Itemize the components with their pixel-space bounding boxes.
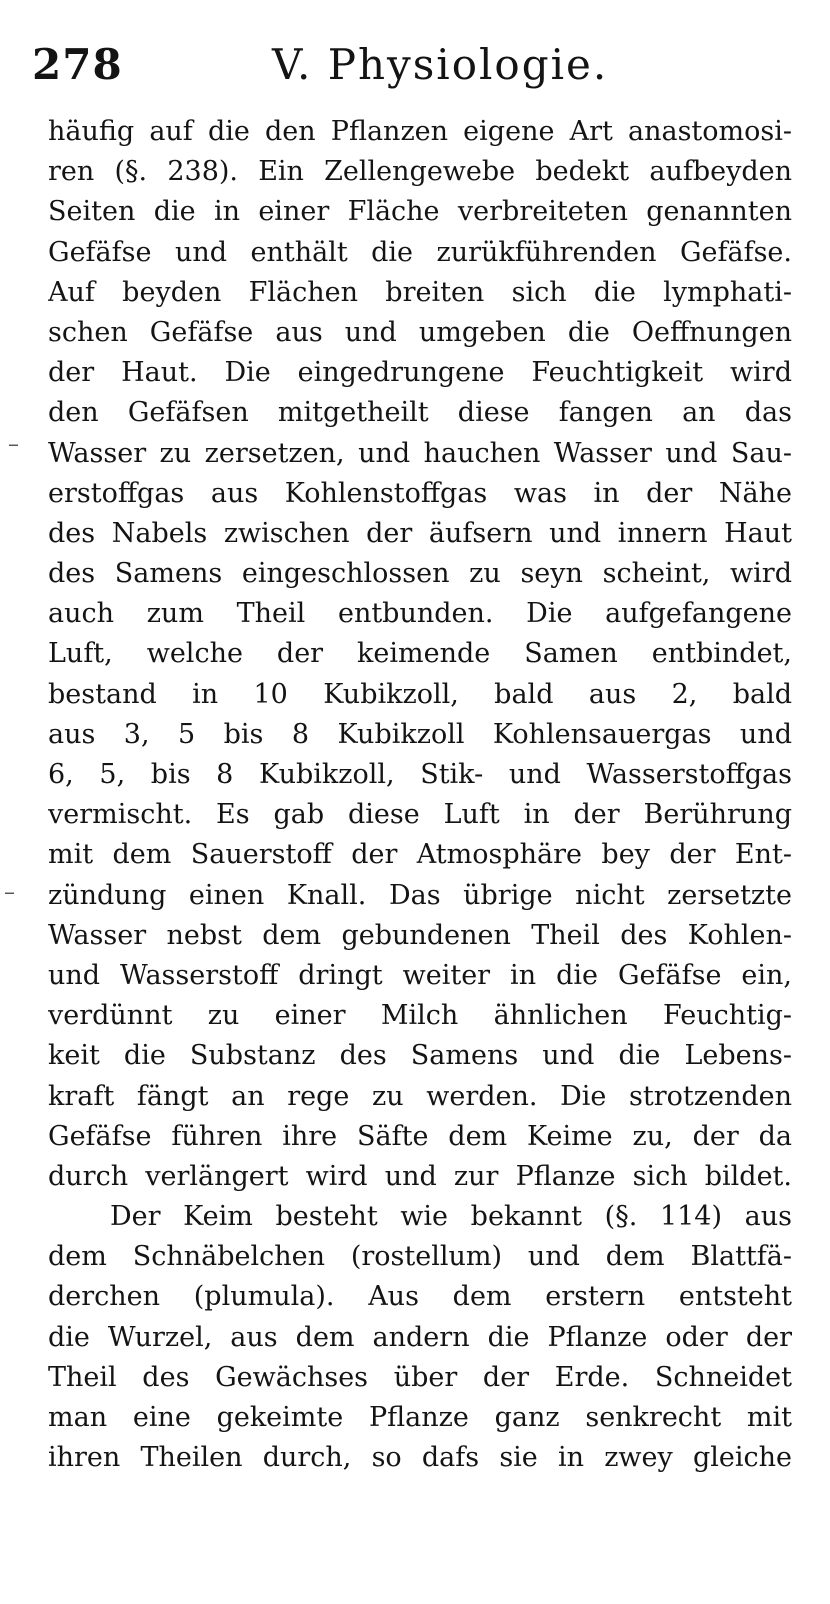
text-line: ihren Theilen durch, so dafs sie in zwey gleiche xyxy=(48,1442,792,1474)
text-line: durch verlängert wird und zur Pflanze sich bildet. xyxy=(48,1160,792,1192)
text-line: aus 3, 5 bis 8 Kubikzoll Kohlensauergas und xyxy=(48,718,792,750)
text-line: Wasser zu zersetzen, und hauchen Wasser und Sau- xyxy=(48,437,792,469)
text-line: schen Gefäfse aus und umgeben die Oeffnungen xyxy=(48,316,792,348)
text-line: kraft fängt an rege zu werden. Die strotzenden xyxy=(48,1080,792,1112)
text-line: des Nabels zwischen der äufsern und innern Haut xyxy=(48,517,792,549)
text-line: vermischt. Es gab diese Luft in der Berührung xyxy=(48,799,792,831)
margin-mark: – xyxy=(4,880,15,905)
text-line: Gefäfse führen ihre Säfte dem Keime zu, der da xyxy=(48,1120,792,1152)
text-line: Seiten die in einer Fläche verbreiteten genannten xyxy=(48,196,792,228)
text-line: mit dem Sauerstoff der Atmosphäre bey der Ent- xyxy=(48,839,792,871)
paragraph-start-line: Der Keim besteht wie bekannt (§. 114) aus xyxy=(110,1201,792,1233)
running-title: V. Physiologie. xyxy=(272,40,609,89)
text-line: zündung einen Knall. Das übrige nicht zersetzte xyxy=(48,879,792,911)
text-line: man eine gekeimte Pflanze ganz senkrecht mit xyxy=(48,1402,792,1433)
text-line: und Wasserstoff dringt weiter in die Gefäfse ein, xyxy=(48,959,792,991)
text-line: den Gefäfsen mitgetheilt diese fangen an das xyxy=(48,397,792,429)
text-line: 6, 5, bis 8 Kubikzoll, Stik- und Wasserstoffgas xyxy=(48,759,792,790)
text-line: auch zum Theil entbunden. Die aufgefangene xyxy=(48,598,792,630)
text-line: Auf beyden Flächen breiten sich die lymphati- xyxy=(48,276,792,308)
text-line: häufig auf die den Pflanzen eigene Art anastomosi- xyxy=(48,116,792,147)
text-line: Wasser nebst dem gebundenen Theil des Kohlen- xyxy=(48,919,792,951)
text-line: der Haut. Die eingedrungene Feuchtigkeit wird xyxy=(48,357,792,389)
text-line: des Samens eingeschlossen zu seyn scheint, wird xyxy=(48,558,792,590)
text-line: verdünnt zu einer Milch ähnlichen Feuchtig- xyxy=(48,1000,792,1032)
margin-mark: – xyxy=(8,432,19,457)
text-line: bestand in 10 Kubikzoll, bald aus 2, bald xyxy=(48,678,792,710)
text-line: Gefäfse und enthält die zurükführenden Gefäfse. xyxy=(48,236,792,268)
text-line: ren (§. 238). Ein Zellengewebe bedekt aufbeyden xyxy=(48,156,792,188)
page-header xyxy=(32,40,792,100)
text-line: derchen (plumula). Aus dem erstern entsteht xyxy=(48,1281,792,1313)
text-line: erstoffgas aus Kohlenstoffgas was in der Nähe xyxy=(48,477,792,509)
text-line: dem Schnäbelchen (rostellum) und dem Blattfä- xyxy=(48,1241,792,1273)
text-line: die Wurzel, aus dem andern die Pflanze oder der xyxy=(48,1321,792,1353)
text-line: keit die Substanz des Samens und die Lebens- xyxy=(48,1040,792,1072)
text-line: Luft, welche der keimende Samen entbindet, xyxy=(48,638,792,670)
page-number: 278 xyxy=(32,40,123,89)
body-text xyxy=(48,112,792,1478)
text-line: Theil des Gewächses über der Erde. Schneidet xyxy=(48,1361,792,1393)
